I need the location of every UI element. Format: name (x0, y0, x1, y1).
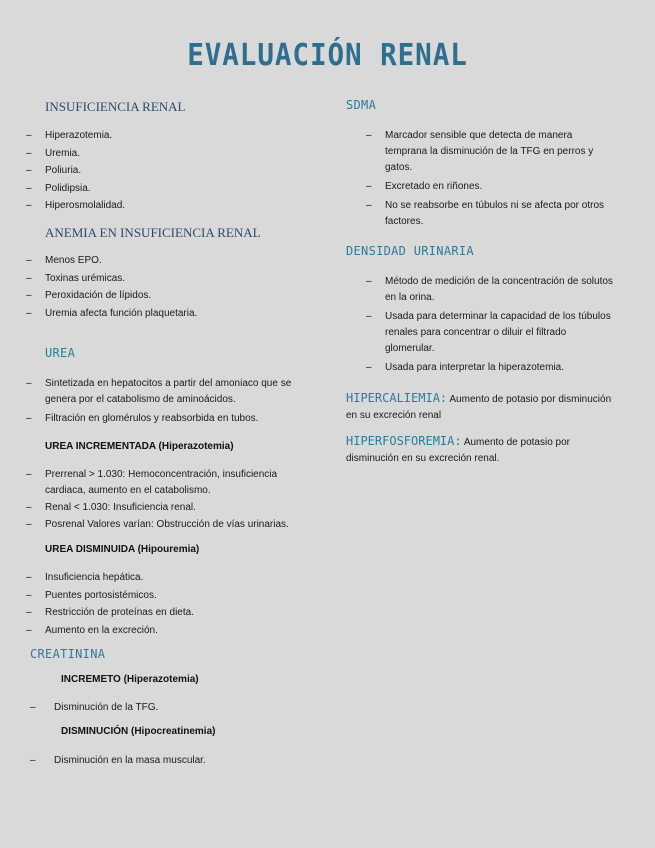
hipercaliemia-paragraph (346, 390, 616, 424)
heading-sdma: SDMA (346, 98, 377, 112)
list-item: – Uremia. (26, 145, 316, 163)
list-item: – Puentes portosistémicos. (26, 587, 316, 605)
heading-incremento: INCREMETO (Hiperazotemia) (61, 674, 199, 685)
list-sdma (366, 128, 616, 233)
hiperfosforemia-paragraph (346, 433, 616, 467)
list-item: – Posrenal Valores varían: Obstrucción de vías urinarias. (26, 517, 316, 533)
list-item: – Filtración en glomérulos y reabsorbida en tubos. (26, 411, 316, 427)
list-densidad (366, 274, 616, 379)
list-disminucion (30, 752, 310, 770)
list-incremento (30, 699, 310, 717)
list-item: – Renal < 1.030: Insuficiencia renal. (26, 500, 316, 516)
list-item: – Excretado en riñones. (366, 179, 616, 195)
list-item: – Usada para interpretar la hiperazotemia. (366, 360, 616, 376)
list-insuficiencia (26, 127, 316, 215)
hipercaliemia-term: HIPERCALIEMIA: (346, 391, 448, 405)
list-item: – Marcador sensible que detecta de manera temprana la disminución de la TFG en perros y gatos. (366, 128, 616, 176)
list-urea-incrementada (26, 467, 316, 536)
list-item: – Poliuria. (26, 162, 316, 180)
list-item: – Sintetizada en hepatocitos a partir del amoniaco que se genera por el catabolismo de aminoácidos. (26, 376, 316, 408)
list-item: – Restricción de proteínas en dieta. (26, 604, 316, 622)
list-item: – Método de medición de la concentración de solutos en la orina. (366, 274, 616, 306)
list-item: – Polidipsia. (26, 180, 316, 198)
heading-urea: UREA (45, 346, 76, 360)
list-item: – Aumento en la excreción. (26, 622, 316, 640)
hiperfosforemia-term: HIPERFOSFOREMIA: (346, 434, 462, 448)
heading-densidad-urinaria: DENSIDAD URINARIA (346, 244, 474, 258)
heading-disminucion: DISMINUCIÓN (Hipocreatinemia) (61, 726, 216, 737)
list-item: – Toxinas urémicas. (26, 270, 316, 288)
list-item: – Prerrenal > 1.030: Hemoconcentración, insuficiencia cardiaca, aumento en el catabolismo. (26, 467, 316, 499)
list-item: – Hiperazotemia. (26, 127, 316, 145)
hipercaliemia-text: Aumento de potasio por disminución en su excreción renal (346, 394, 612, 421)
list-urea-disminuida (26, 569, 316, 639)
list-item: – Menos EPO. (26, 252, 316, 270)
hiperfosforemia-text: Aumento de potasio por disminución en su excreción renal. (346, 437, 571, 464)
heading-urea-incrementada: UREA INCREMENTADA (Hiperazotemia) (45, 441, 234, 452)
list-item: – Disminución de la TFG. (30, 699, 310, 717)
list-item: – No se reabsorbe en túbulos ni se afecta por otros factores. (366, 198, 616, 230)
list-item: – Peroxidación de lípidos. (26, 287, 316, 305)
list-urea (26, 376, 316, 430)
list-anemia (26, 252, 316, 322)
page-title: EVALUACIÓN RENAL (187, 38, 468, 73)
list-item: – Uremia afecta función plaquetaria. (26, 305, 316, 323)
heading-insuficiencia-renal: INSUFICIENCIA RENAL (45, 99, 186, 114)
heading-creatinina: CREATININA (30, 647, 106, 661)
list-item: – Hiperosmolalidad. (26, 197, 316, 215)
heading-urea-disminuida: UREA DISMINUIDA (Hipouremia) (45, 544, 200, 555)
list-item: – Insuficiencia hepática. (26, 569, 316, 587)
list-item: – Disminución en la masa muscular. (30, 752, 310, 770)
heading-anemia: ANEMIA EN INSUFICIENCIA RENAL (45, 225, 261, 240)
list-item: – Usada para determinar la capacidad de los túbulos renales para concentrar o diluir el filtrado glomerular. (366, 309, 616, 357)
